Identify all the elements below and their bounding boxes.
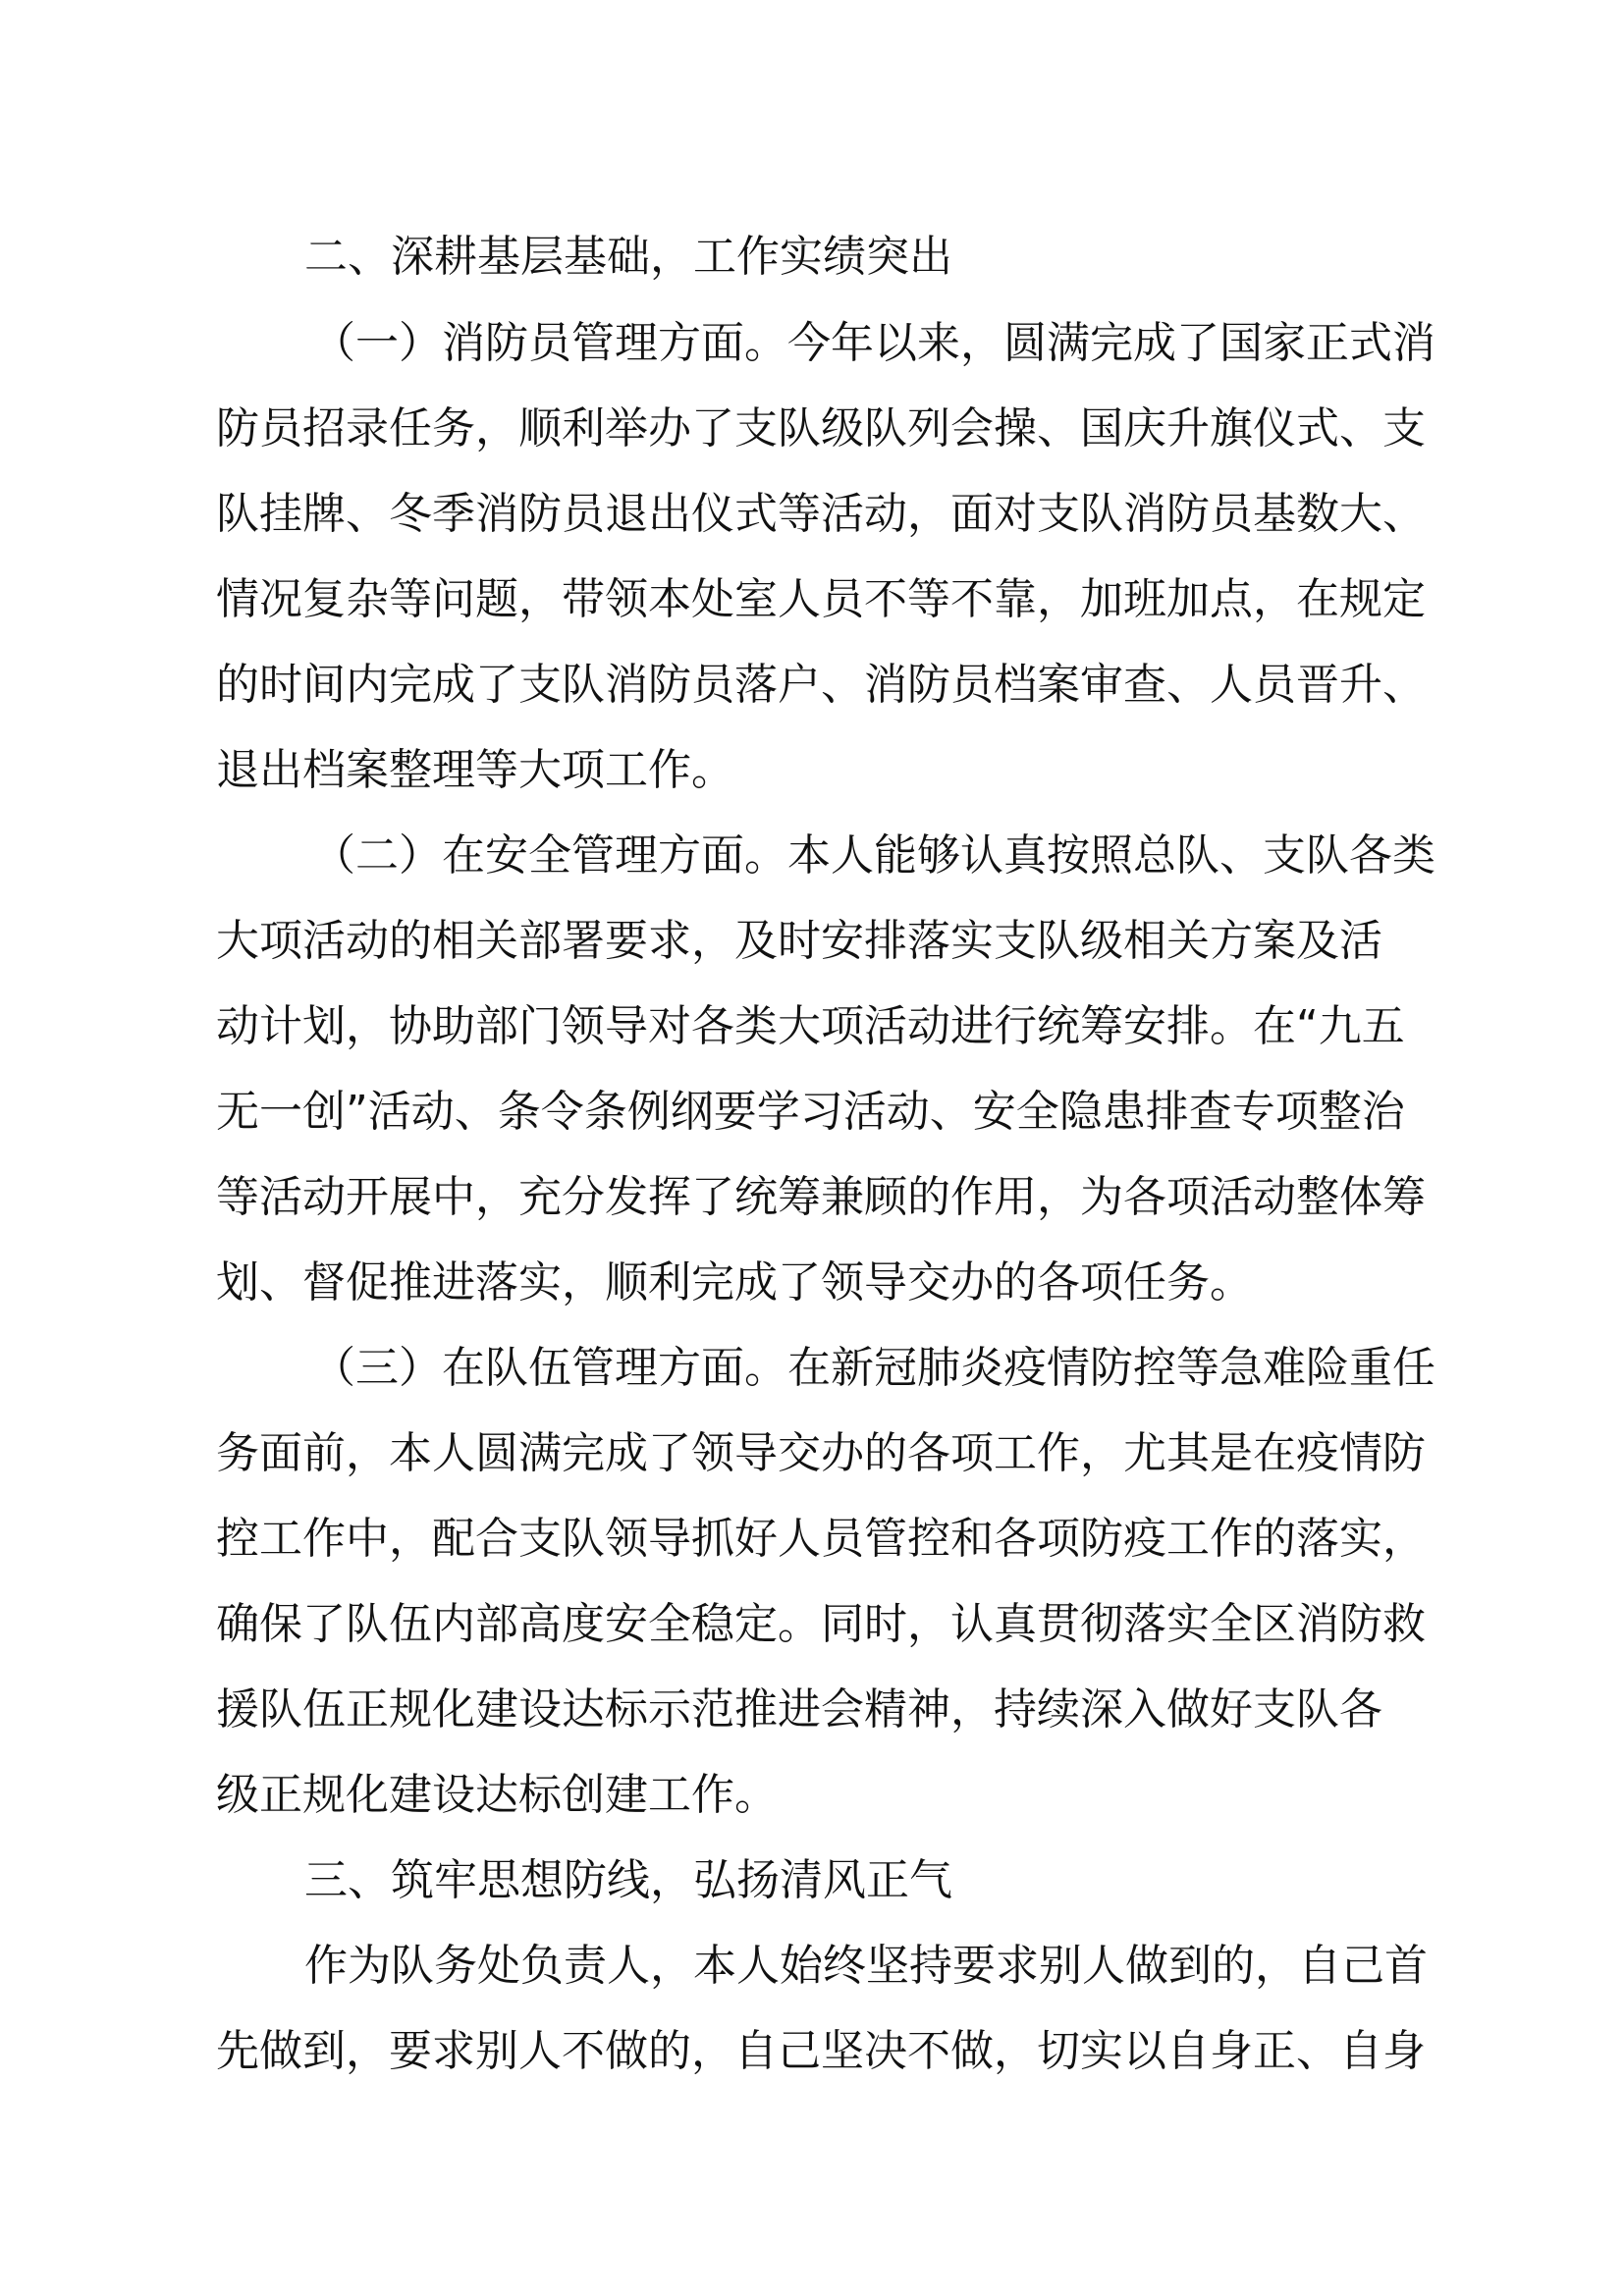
paragraph-line: 划、督促推进落实，顺利完成了领导交办的各项任务。: [216, 1257, 1253, 1308]
paragraph-line: 先做到，要求别人不做的，自己坚决不做，切实以自身正、自身: [216, 2026, 1426, 2076]
paragraph-line: 队挂牌、冬季消防员退出仪式等活动，面对支队消防员基数大、: [216, 489, 1426, 539]
section-heading-2: 二、深耕基层基础，工作实绩突出: [304, 232, 952, 282]
paragraph-line: 防员招录任务，顺利举办了支队级队列会操、国庆升旗仪式、支: [216, 403, 1426, 454]
paragraph-line: 作为队务处负责人，本人始终坚持要求别人做到的，自己首: [304, 1941, 1428, 1991]
paragraph-line: 情况复杂等问题，带领本处室人员不等不靠，加班加点，在规定: [216, 574, 1426, 624]
section-heading-3: 三、筑牢思想防线，弘扬清风正气: [304, 1855, 952, 1905]
paragraph-line: 等活动开展中，充分发挥了统筹兼顾的作用，为各项活动整体筹: [216, 1172, 1426, 1222]
paragraph-line: 确保了队伍内部高度安全稳定。同时，认真贯彻落实全区消防救: [216, 1599, 1426, 1649]
paragraph-line: 退出档案整理等大项工作。: [216, 745, 734, 795]
paragraph-line: 级正规化建设达标创建工作。: [216, 1770, 778, 1820]
paragraph-line: （三）在队伍管理方面。在新冠肺炎疫情防控等急难险重任: [312, 1343, 1435, 1393]
paragraph-line: 的时间内完成了支队消防员落户、消防员档案审查、人员晋升、: [216, 660, 1426, 710]
paragraph-line: （二）在安全管理方面。本人能够认真按照总队、支队各类: [312, 830, 1435, 881]
paragraph-line: （一）消防员管理方面。今年以来，圆满完成了国家正式消: [312, 318, 1435, 368]
paragraph-line: 控工作中，配合支队领导抓好人员管控和各项防疫工作的落实，: [216, 1514, 1426, 1564]
paragraph-line: 务面前，本人圆满完成了领导交办的各项工作，尤其是在疫情防: [216, 1428, 1426, 1478]
paragraph-line: 援队伍正规化建设达标示范推进会精神，持续深入做好支队各: [216, 1684, 1382, 1735]
paragraph-line: 动计划，协助部门领导对各类大项活动进行统筹安排。在“九五: [216, 1001, 1405, 1051]
paragraph-line: 大项活动的相关部署要求，及时安排落实支队级相关方案及活: [216, 916, 1382, 966]
paragraph-line: 无一创”活动、条令条例纲要学习活动、安全隐患排查专项整治: [216, 1087, 1405, 1137]
